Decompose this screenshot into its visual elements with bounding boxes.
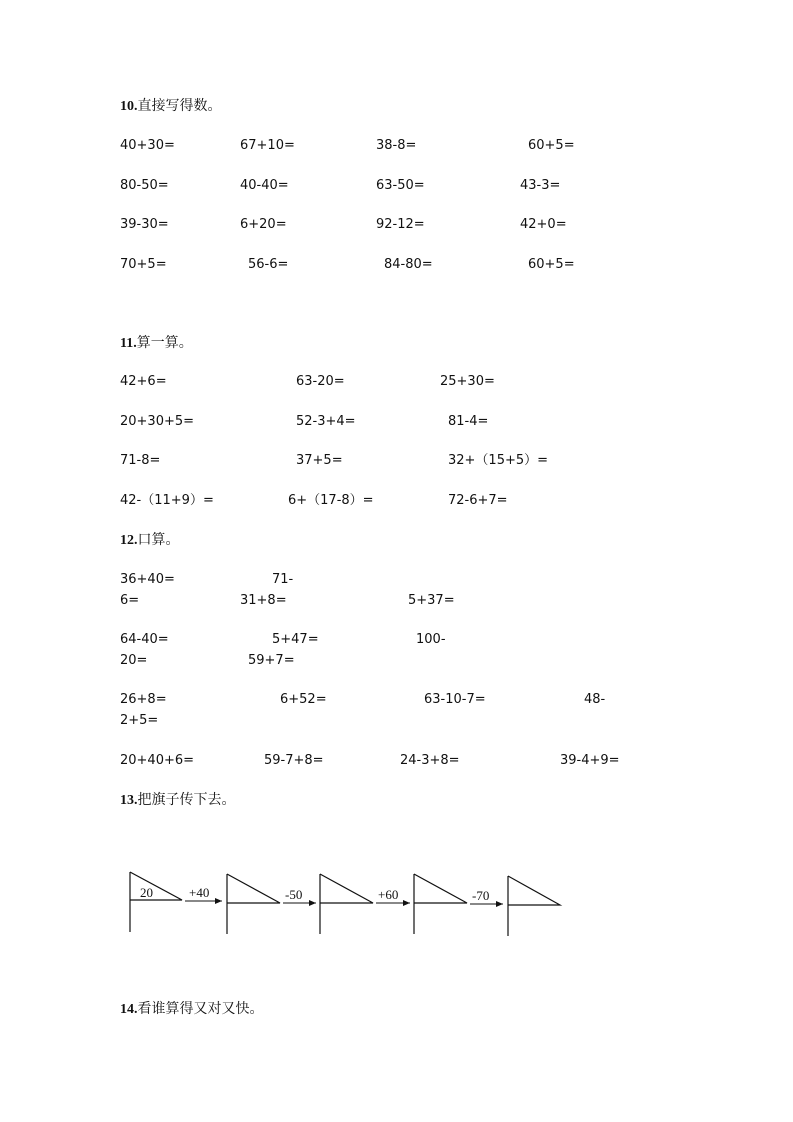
q11-item: 6+（17-8）= <box>288 493 374 508</box>
arrow-3 <box>376 887 410 903</box>
q11-item: 72-6+7= <box>448 493 508 508</box>
q12-item: 100- <box>416 632 446 647</box>
flag-triangle <box>320 874 373 903</box>
q10-item: 80-50= <box>120 178 169 193</box>
q12-item: 59-7+8= <box>264 753 324 768</box>
q12-item: 31+8= <box>240 593 287 608</box>
arrow-4 <box>470 888 503 904</box>
q11-item: 25+30= <box>440 374 495 389</box>
arrow-step-label: +40 <box>189 885 210 900</box>
q11-item: 32+（15+5）= <box>448 453 549 468</box>
arrow-2 <box>283 887 316 903</box>
q11-item: 42+6= <box>120 374 167 389</box>
q10-item: 38-8= <box>376 138 417 153</box>
q12-title: 口算。 <box>137 532 180 548</box>
q12-item: 71- <box>272 572 294 587</box>
q10-title: 直接写得数。 <box>137 98 222 114</box>
q12-number: 12. <box>120 533 138 548</box>
q13-title: 把旗子传下去。 <box>137 792 236 808</box>
q14-title: 看谁算得又对又快。 <box>137 1001 264 1017</box>
flag-start-value: 20 <box>140 885 153 900</box>
q12-item: 24-3+8= <box>400 753 460 768</box>
q11-title: 算一算。 <box>136 335 193 351</box>
q11-item: 37+5= <box>296 453 343 468</box>
q10-item: 39-30= <box>120 217 169 232</box>
q12-item: 2+5= <box>120 713 159 728</box>
flag-4 <box>414 874 467 934</box>
q12-item: 63-10-7= <box>424 692 486 707</box>
q10-item: 60+5= <box>528 138 575 153</box>
flag-triangle <box>508 876 560 905</box>
q11-item: 71-8= <box>120 453 161 468</box>
q10-item: 67+10= <box>240 138 295 153</box>
q10-item: 60+5= <box>528 257 575 272</box>
q11-item: 81-4= <box>448 414 489 429</box>
arrow-step-label: -70 <box>472 888 490 903</box>
q10-item: 42+0= <box>520 217 567 232</box>
q10-item: 40-40= <box>240 178 289 193</box>
q12-item: 6= <box>120 593 140 608</box>
q14-heading <box>120 1001 264 1018</box>
q12-item: 20= <box>120 653 148 668</box>
flag-triangle <box>130 872 182 900</box>
q12-item: 59+7= <box>248 653 295 668</box>
q12-item: 36+40= <box>120 572 175 587</box>
flag-1 <box>130 872 182 932</box>
q12-item: 64-40= <box>120 632 169 647</box>
flag-triangle <box>227 874 280 903</box>
flag-2 <box>227 874 280 934</box>
flag-5 <box>508 876 560 936</box>
arrow-step-label: -50 <box>285 887 303 902</box>
q11-item: 63-20= <box>296 374 345 389</box>
q12-item: 6+52= <box>280 692 327 707</box>
q10-item: 40+30= <box>120 138 175 153</box>
q10-item: 63-50= <box>376 178 425 193</box>
q10-item: 43-3= <box>520 178 561 193</box>
q13-number: 13. <box>120 793 138 808</box>
q12-item: 39-4+9= <box>560 753 620 768</box>
arrow-step-label: +60 <box>378 887 399 902</box>
flag-3 <box>320 874 373 934</box>
q11-item: 42-（11+9）= <box>120 493 214 508</box>
q12-item: 48- <box>584 692 606 707</box>
q12-item: 5+37= <box>408 593 455 608</box>
q12-item: 5+47= <box>272 632 319 647</box>
q11-number: 11. <box>120 336 137 351</box>
arrow-1 <box>185 885 222 901</box>
q10-item: 70+5= <box>120 257 167 272</box>
q10-item: 6+20= <box>240 217 287 232</box>
q11-item: 20+30+5= <box>120 414 195 429</box>
q14-number: 14. <box>120 1002 138 1017</box>
q10-item: 84-80= <box>384 257 433 272</box>
flag-triangle <box>414 874 467 903</box>
q10-number: 10. <box>120 99 138 114</box>
q10-item: 92-12= <box>376 217 425 232</box>
q11-item: 52-3+4= <box>296 414 356 429</box>
q12-item: 26+8= <box>120 692 167 707</box>
q10-item: 56-6= <box>248 257 289 272</box>
q12-item: 20+40+6= <box>120 753 195 768</box>
